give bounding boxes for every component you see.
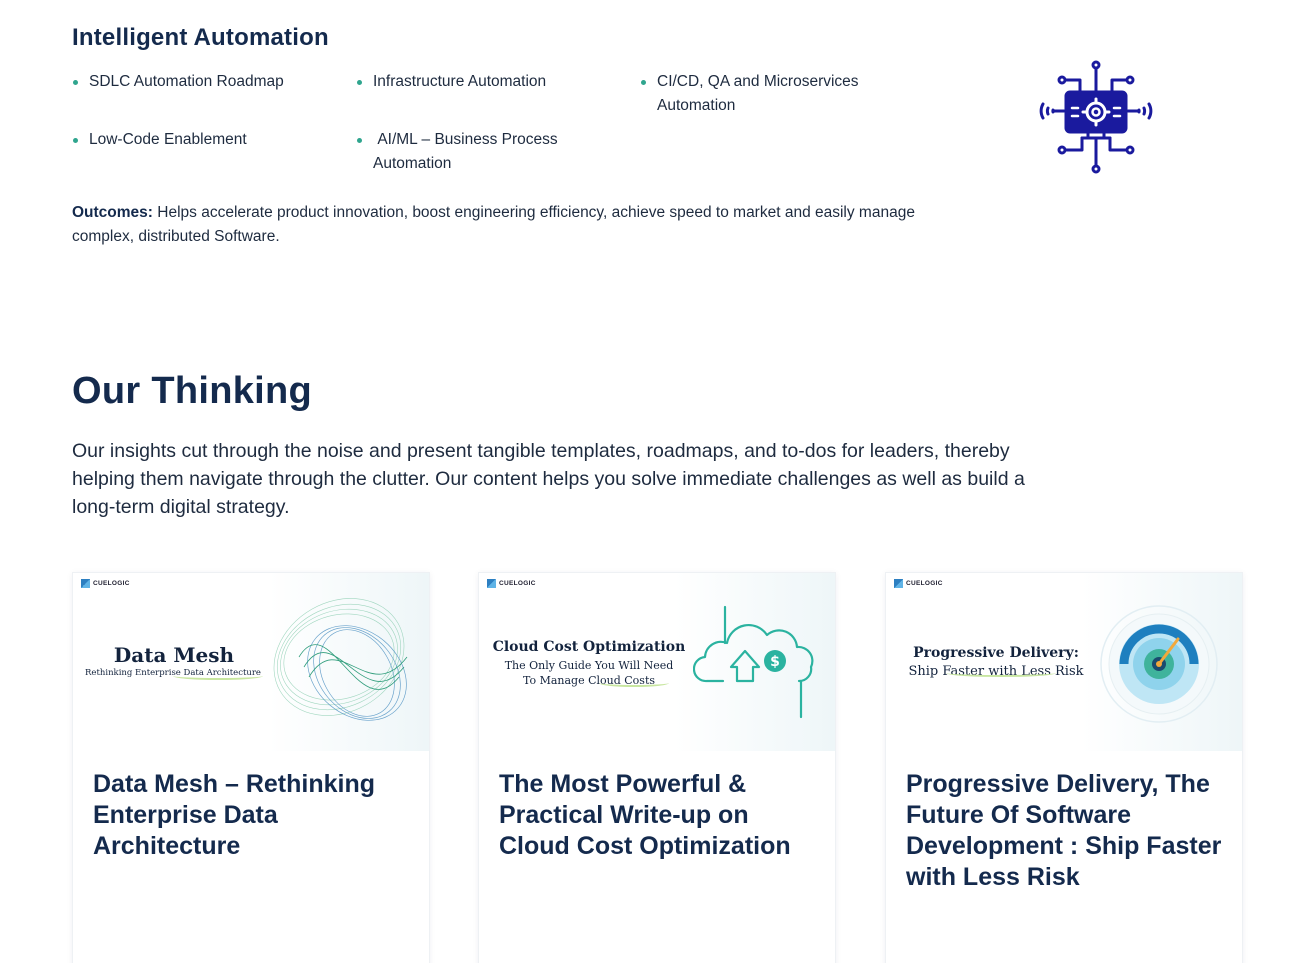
thumbnail-subheading: Ship Faster with Less Risk: [908, 664, 1084, 679]
bullet-item: Infrastructure Automation: [356, 70, 626, 94]
svg-text:$: $: [770, 654, 780, 670]
thumbnail-heading: Data Mesh: [113, 643, 235, 667]
bullet-item: Low-Code Enablement: [72, 128, 342, 152]
thumbnail-heading: Progressive Delivery:: [913, 645, 1079, 661]
bullet-item: SDLC Automation Roadmap: [72, 70, 342, 94]
cloud-dollar-icon: [693, 603, 821, 723]
brand-logo: CUELOGIC: [81, 579, 130, 588]
outcomes-paragraph: [72, 201, 952, 249]
article-card-progressive-delivery[interactable]: [885, 572, 1243, 963]
card-title[interactable]: Data Mesh – Rethinking Enterprise Data Architecture: [93, 770, 375, 860]
speedometer-icon: [1098, 603, 1220, 725]
brand-logo: CUELOGIC: [487, 579, 536, 588]
card-title[interactable]: Progressive Delivery, The Future Of Software Development : Ship Faster with Less Risk: [906, 770, 1222, 891]
card-thumbnail[interactable]: [479, 573, 835, 751]
circuit-chip-gear-icon: [1036, 58, 1156, 178]
thumbnail-subheading-2: To Manage Cloud Costs: [522, 674, 656, 687]
wave-mesh-icon: [269, 587, 421, 737]
section-title-intelligent-automation: Intelligent Automation: [72, 24, 329, 51]
thumbnail-subheading-1: The Only Guide You Will Need: [504, 659, 674, 672]
section-title-our-thinking: Our Thinking: [72, 370, 313, 412]
thumbnail-subheading: Rethinking Enterprise Data Architecture: [85, 668, 261, 678]
card-title[interactable]: The Most Powerful & Practical Write-up on Cloud Cost Optimization: [499, 770, 791, 860]
article-card-cloud-cost[interactable]: [478, 572, 836, 963]
bullet-item: CI/CD, QA and Microservices Automation: [640, 70, 910, 118]
bullet-item: AI/ML – Business Process Automation: [356, 128, 596, 176]
our-thinking-description: Our insights cut through the noise and present tangible templates, roadmaps, and to-dos for leaders, thereby helping them navigate through the clutter. Our content helps you solve immediate challenges as well as build a long-term digital strategy.: [72, 440, 1025, 518]
card-thumbnail[interactable]: [73, 573, 429, 751]
article-card-data-mesh[interactable]: [72, 572, 430, 963]
outcomes-text: Helps accelerate product innovation, boost engineering efficiency, achieve speed to market and easily manage complex, distributed Software.: [72, 204, 915, 245]
brand-logo: CUELOGIC: [894, 579, 943, 588]
thumbnail-heading: Cloud Cost Optimization: [492, 639, 686, 655]
card-thumbnail[interactable]: [886, 573, 1242, 751]
outcomes-label: Outcomes:: [72, 204, 153, 221]
